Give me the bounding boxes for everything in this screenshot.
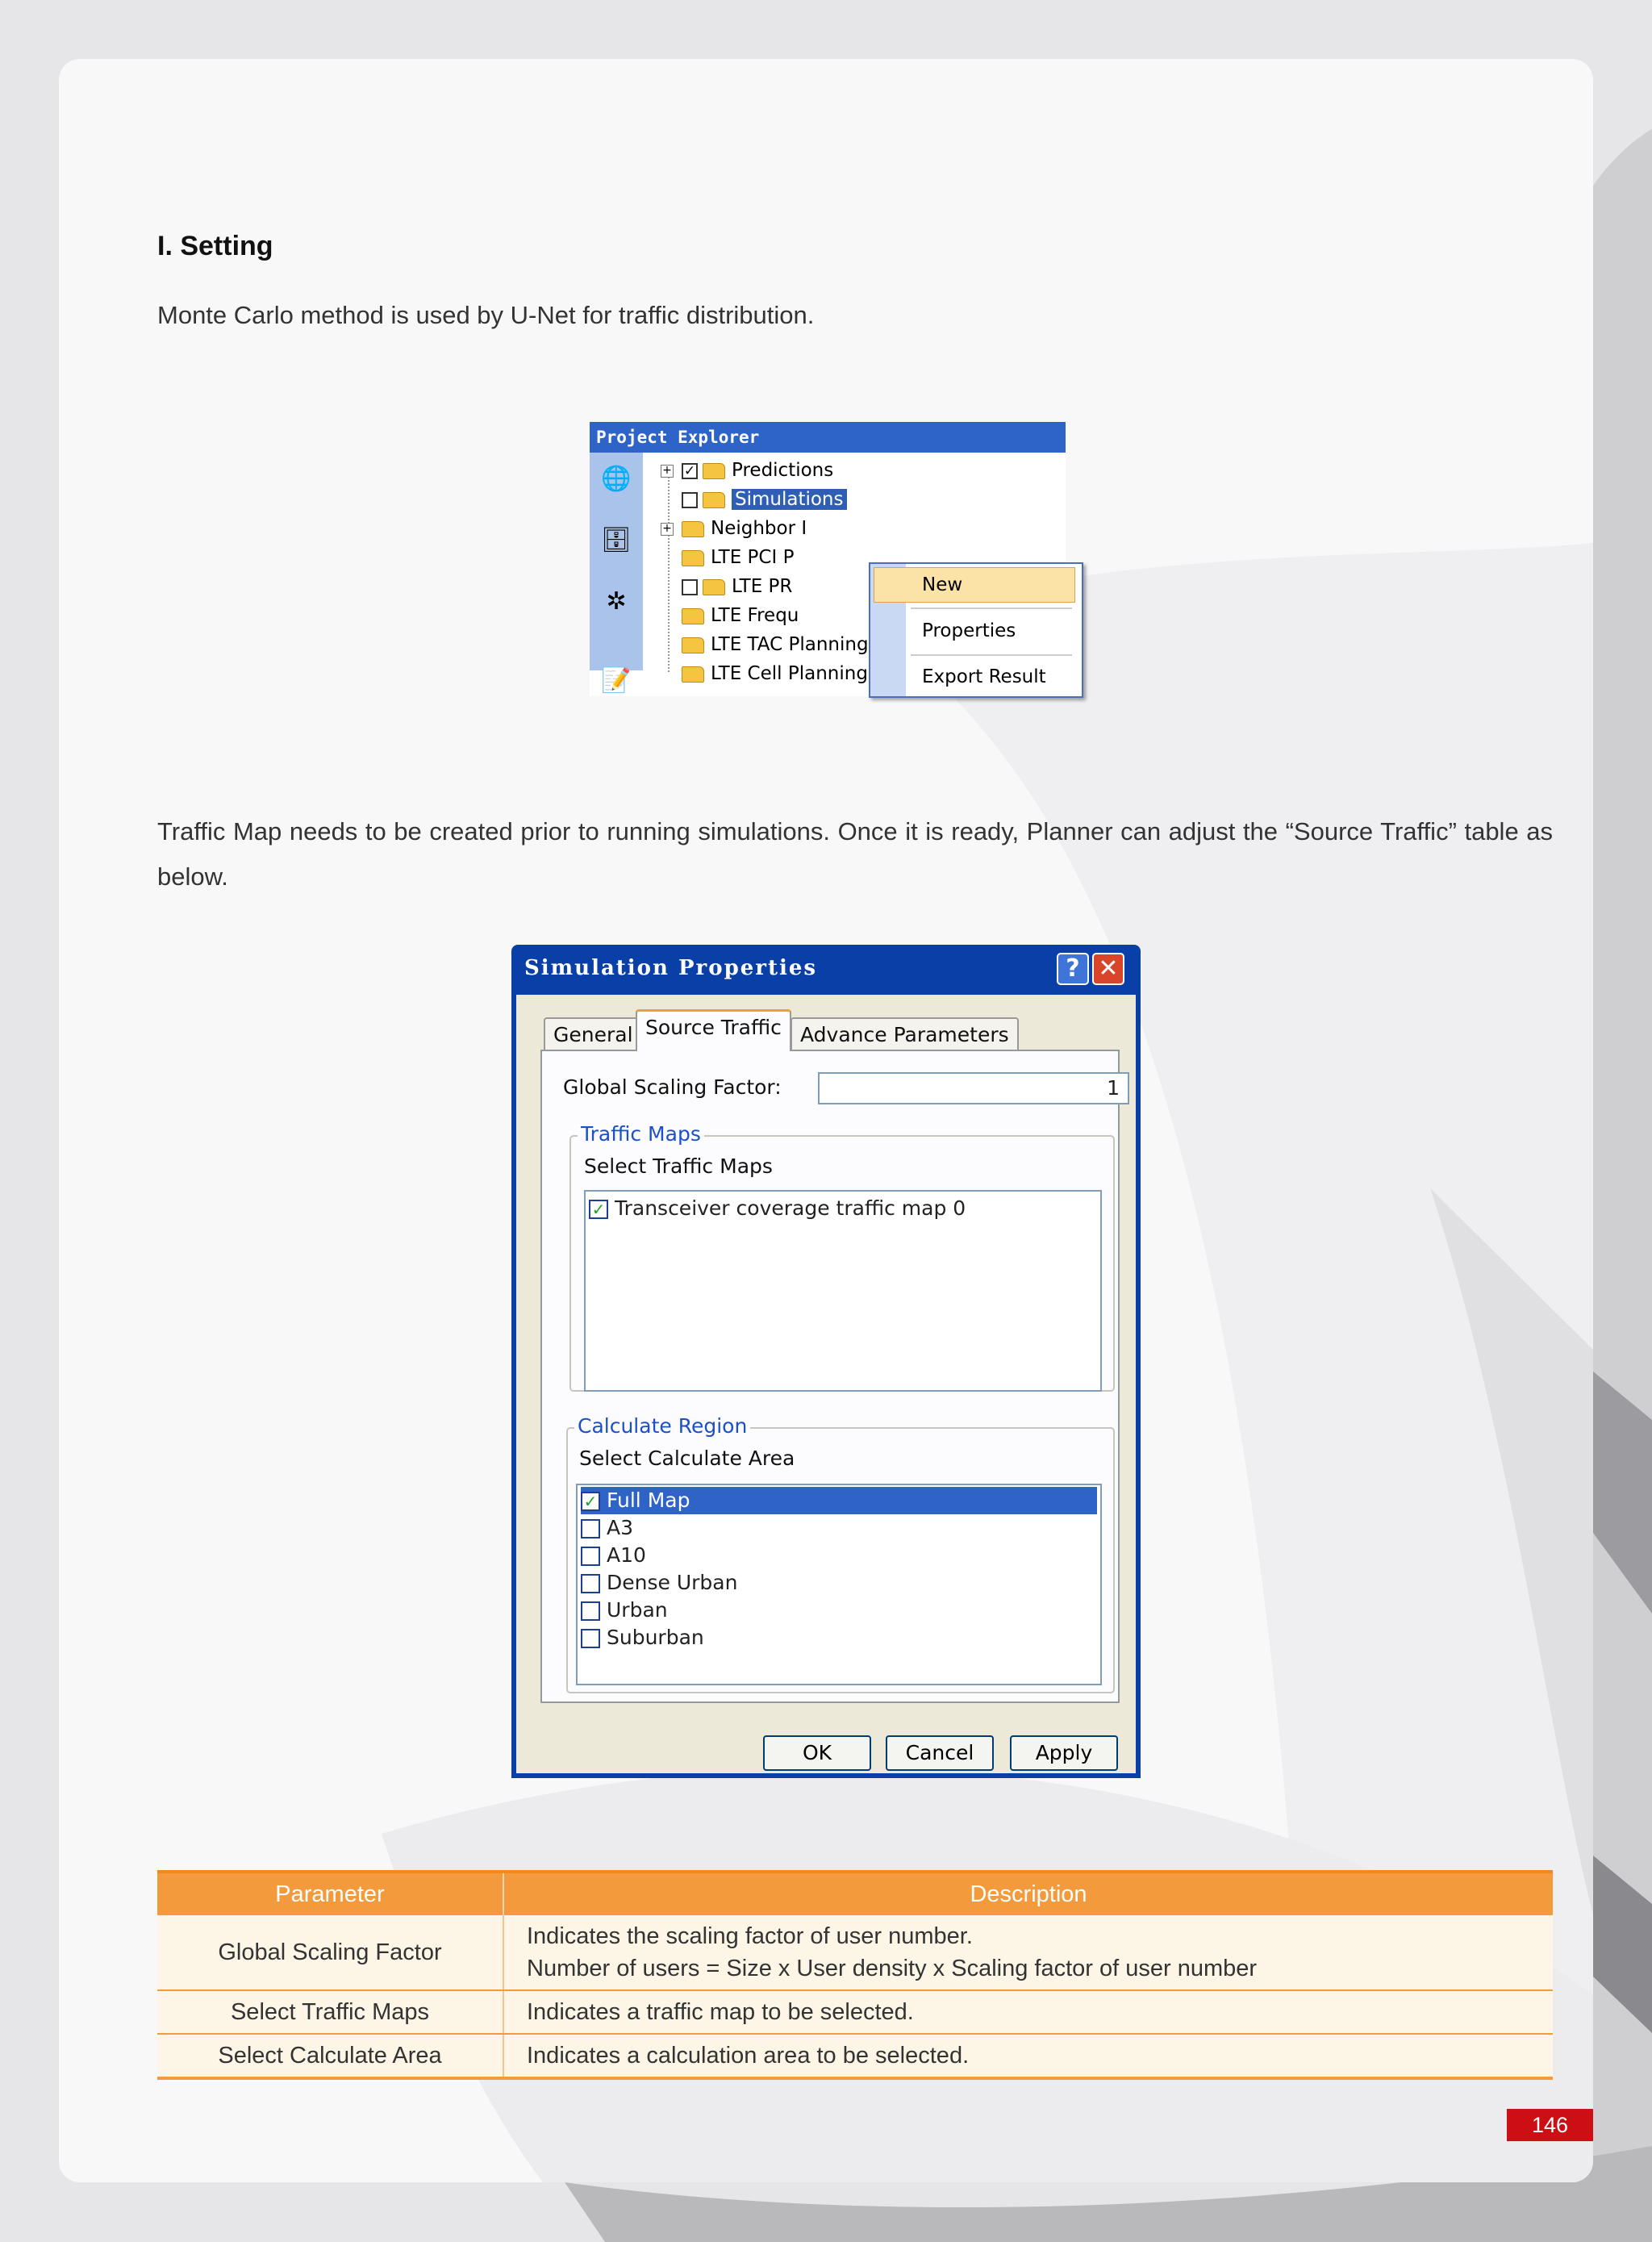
folder-icon bbox=[682, 521, 704, 537]
folder-icon bbox=[682, 666, 704, 683]
context-menu bbox=[869, 562, 1083, 698]
list-item-label: Transceiver coverage traffic map 0 bbox=[615, 1196, 966, 1220]
select-calculate-area-label: Select Calculate Area bbox=[579, 1447, 795, 1470]
list-item-label: Suburban bbox=[607, 1626, 704, 1649]
traffic-maps-list[interactable] bbox=[584, 1190, 1102, 1392]
tree-item-neighbor[interactable] bbox=[661, 516, 807, 541]
folder-icon bbox=[682, 550, 704, 566]
list-item-transceiver-traffic-map[interactable] bbox=[589, 1195, 966, 1222]
parameter-table bbox=[157, 1870, 1553, 2080]
description-line: Indicates the scaling factor of user number. bbox=[527, 1923, 973, 1949]
list-item-label: A3 bbox=[607, 1516, 634, 1539]
expand-icon[interactable]: + bbox=[661, 465, 674, 478]
tower-icon[interactable]: ✲ bbox=[606, 587, 627, 616]
description-cell: Indicates a traffic map to be selected. bbox=[503, 1990, 1553, 2034]
param-cell: Select Calculate Area bbox=[157, 2034, 503, 2078]
table-row bbox=[157, 1990, 1553, 2034]
param-cell: Select Traffic Maps bbox=[157, 1990, 503, 2034]
header-description: Description bbox=[503, 1872, 1553, 1915]
folder-icon bbox=[703, 579, 725, 595]
folder-icon bbox=[703, 492, 725, 508]
tree-item-lte-frequency[interactable] bbox=[682, 603, 799, 628]
traffic-maps-group-title: Traffic Maps bbox=[578, 1122, 704, 1146]
calculate-region-group-title: Calculate Region bbox=[574, 1414, 750, 1438]
calculate-area-list[interactable] bbox=[576, 1484, 1102, 1685]
tree-item-simulations[interactable] bbox=[682, 486, 847, 512]
simulation-properties-dialog bbox=[511, 945, 1141, 1778]
project-explorer-screenshot bbox=[590, 422, 1066, 696]
section-heading: I. Setting bbox=[157, 231, 273, 261]
scaling-factor-input[interactable]: 1 bbox=[818, 1072, 1129, 1104]
tree-label-selected: Simulations bbox=[732, 489, 847, 510]
tree-label: LTE Cell Planning bbox=[711, 663, 868, 684]
description-cell bbox=[503, 1915, 1553, 1990]
tree-item-lte-tac[interactable] bbox=[682, 632, 869, 658]
scaling-factor-label: Global Scaling Factor: bbox=[563, 1075, 782, 1099]
body-paragraph: Traffic Map needs to be created prior to running simulations. Once it is ready, Planner can adjust the “Source Traffic” table as below. bbox=[157, 817, 1553, 891]
param-cell: Global Scaling Factor bbox=[157, 1915, 503, 1990]
tree-label: Predictions bbox=[732, 460, 834, 481]
tab-advance-parameters[interactable]: Advance Parameters bbox=[791, 1017, 1019, 1050]
apply-button[interactable]: Apply bbox=[1010, 1735, 1118, 1771]
tree-item-lte-pci[interactable] bbox=[682, 545, 794, 570]
checkbox-checked-icon[interactable]: ✓ bbox=[581, 1492, 600, 1511]
checkbox-icon[interactable] bbox=[581, 1547, 600, 1566]
list-item-a3[interactable] bbox=[581, 1514, 633, 1542]
list-item-label: Full Map bbox=[607, 1488, 690, 1512]
table-row bbox=[157, 1915, 1553, 1990]
help-button[interactable]: ? bbox=[1057, 953, 1089, 985]
menu-separator bbox=[911, 607, 1072, 609]
checkbox-icon[interactable] bbox=[581, 1601, 600, 1621]
checkbox-icon[interactable] bbox=[581, 1519, 600, 1539]
tree-item-lte-cell[interactable] bbox=[682, 661, 868, 687]
database-icon[interactable]: 🗄 bbox=[601, 526, 632, 554]
cancel-button[interactable]: Cancel bbox=[886, 1735, 994, 1771]
traffic-maps-group bbox=[569, 1122, 1115, 1392]
list-item-a10[interactable] bbox=[581, 1542, 646, 1569]
tree-label: LTE PCI P bbox=[711, 547, 795, 568]
tree-item-lte-prach[interactable] bbox=[682, 574, 792, 599]
checkbox-icon[interactable] bbox=[581, 1629, 600, 1648]
menu-item-export-result[interactable]: Export Result bbox=[922, 666, 1046, 687]
tree-label: LTE PR bbox=[732, 576, 793, 597]
list-item-full-map[interactable] bbox=[581, 1487, 1097, 1514]
tab-general[interactable]: General bbox=[544, 1017, 643, 1050]
table-header-row bbox=[157, 1872, 1553, 1915]
checkbox-checked-icon[interactable]: ✓ bbox=[589, 1200, 608, 1219]
project-explorer-sidebar bbox=[590, 453, 643, 670]
report-icon[interactable]: 📝 bbox=[601, 666, 632, 695]
list-item-suburban[interactable] bbox=[581, 1624, 704, 1651]
close-button[interactable]: ✕ bbox=[1092, 953, 1124, 985]
list-item-label: Urban bbox=[607, 1598, 668, 1622]
menu-separator bbox=[911, 654, 1072, 656]
checkbox-icon[interactable] bbox=[581, 1574, 600, 1593]
project-explorer-title: Project Explorer bbox=[590, 422, 1066, 453]
ok-button[interactable]: OK bbox=[763, 1735, 871, 1771]
description-line: Number of users = Size x User density x Scaling factor of user number bbox=[527, 1956, 1258, 1981]
expand-icon[interactable]: + bbox=[661, 523, 674, 536]
dialog-body bbox=[516, 995, 1136, 1773]
list-item-urban[interactable] bbox=[581, 1597, 668, 1624]
checkbox-icon[interactable] bbox=[682, 492, 698, 508]
folder-icon bbox=[703, 463, 725, 479]
intro-paragraph: Monte Carlo method is used by U-Net for traffic distribution. bbox=[157, 301, 815, 329]
dialog-title: Simulation Properties bbox=[524, 956, 818, 980]
header-parameter: Parameter bbox=[157, 1872, 503, 1915]
list-item-label: A10 bbox=[607, 1543, 646, 1567]
checkbox-icon[interactable] bbox=[682, 579, 698, 595]
tree-guide bbox=[668, 470, 670, 672]
source-traffic-panel bbox=[540, 1050, 1120, 1703]
globe-icon[interactable]: 🌐 bbox=[601, 465, 632, 493]
calculate-region-group bbox=[566, 1414, 1115, 1693]
folder-icon bbox=[682, 637, 704, 653]
tab-source-traffic[interactable]: Source Traffic bbox=[636, 1009, 791, 1051]
tree-label: Neighbor I bbox=[711, 518, 807, 539]
list-item-label: Dense Urban bbox=[607, 1571, 738, 1594]
page-number: 146 bbox=[1507, 2109, 1593, 2141]
folder-icon bbox=[682, 608, 704, 624]
context-menu-highlight bbox=[874, 567, 1075, 603]
table-row bbox=[157, 2034, 1553, 2078]
menu-item-new[interactable]: New bbox=[922, 574, 963, 595]
checkbox-checked-icon[interactable]: ✓ bbox=[682, 463, 698, 479]
tree-label: LTE Frequ bbox=[711, 605, 799, 626]
description-cell: Indicates a calculation area to be selected. bbox=[503, 2034, 1553, 2078]
tree-item-predictions[interactable] bbox=[661, 457, 833, 483]
menu-item-properties[interactable]: Properties bbox=[922, 620, 1016, 641]
select-traffic-maps-label: Select Traffic Maps bbox=[584, 1154, 773, 1178]
tree-label: LTE TAC Planning bbox=[711, 634, 869, 655]
list-item-dense-urban[interactable] bbox=[581, 1569, 737, 1597]
